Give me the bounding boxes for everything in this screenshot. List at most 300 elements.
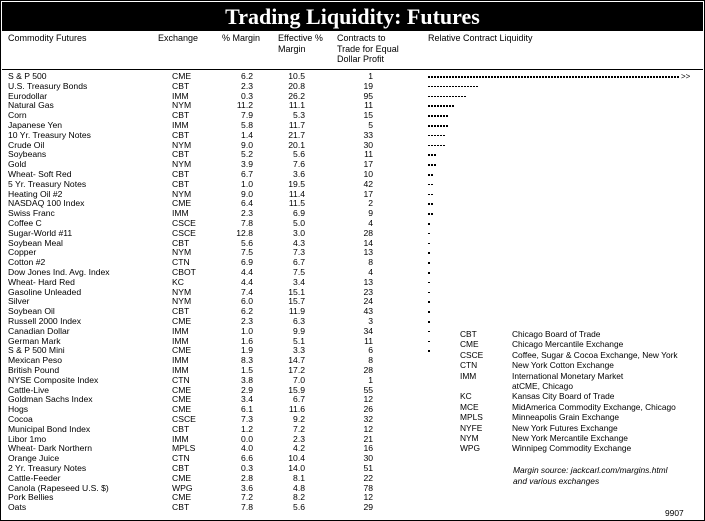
- margin-value: 0.0: [241, 433, 253, 444]
- liquidity-dot: [431, 86, 433, 88]
- margin-value: 6.4: [241, 198, 253, 209]
- contracts-value: 78: [363, 482, 373, 493]
- margin-value: 1.4: [241, 129, 253, 140]
- margin-value: 2.8: [241, 472, 253, 483]
- margin-value: 4.0: [241, 443, 253, 454]
- effective-margin-value: 7.6: [293, 159, 305, 170]
- contracts-value: 55: [363, 384, 373, 395]
- liquidity-dot: [431, 213, 433, 215]
- contracts-value: 13: [363, 247, 373, 258]
- chart-code: 9907: [665, 508, 684, 518]
- commodity-name: NYSE Composite Index: [8, 374, 99, 385]
- liquidity-dot: [467, 86, 469, 88]
- margin-value: 5.6: [241, 237, 253, 248]
- exchange-code: CME: [172, 394, 192, 405]
- margin-value: 7.3: [241, 414, 253, 424]
- contracts-value: 8: [368, 257, 373, 268]
- liquidity-dot: [638, 76, 640, 78]
- liquidity-dot: [437, 96, 439, 98]
- commodity-name: Corn: [8, 110, 27, 121]
- liquidity-dot: [572, 76, 574, 78]
- exchange-code: CBT: [172, 237, 190, 248]
- contracts-value: 28: [363, 227, 373, 238]
- table-row: [1, 150, 705, 160]
- margin-value: 9.0: [241, 139, 253, 150]
- contracts-value: 42: [363, 178, 373, 189]
- liquidity-dot: [623, 76, 625, 78]
- header-margin: % Margin: [222, 33, 261, 43]
- table-row: [1, 121, 705, 131]
- effective-margin-value: 15.1: [288, 286, 305, 297]
- commodity-name: Soybean Meal: [8, 237, 63, 248]
- table-row: [1, 493, 705, 503]
- table-row: [1, 72, 705, 82]
- commodity-name: Oats: [8, 502, 27, 513]
- legend-description: New York Cotton Exchange: [512, 360, 614, 371]
- commodity-name: British Pound: [8, 365, 60, 375]
- liquidity-dot: [527, 76, 529, 78]
- header-contracts-line-2: Trade for Equal: [337, 43, 399, 54]
- exchange-code: NYM: [172, 286, 192, 297]
- liquidity-dot: [443, 135, 445, 137]
- contracts-value: 9: [368, 208, 373, 219]
- legend-description: New York Mercantile Exchange: [512, 433, 628, 443]
- liquidity-dot: [440, 76, 442, 78]
- exchange-code: IMM: [172, 433, 189, 444]
- liquidity-dot: [428, 125, 430, 127]
- liquidity-dot: [545, 76, 547, 78]
- legend-description: International Monetary Market: [512, 370, 624, 381]
- header-divider: [2, 69, 703, 70]
- liquidity-dot: [521, 76, 523, 78]
- liquidity-dot: [611, 76, 613, 78]
- liquidity-dot: [671, 76, 673, 78]
- exchange-code: CME: [172, 384, 192, 395]
- liquidity-dot: [428, 115, 430, 117]
- margin-value: 6.0: [241, 296, 253, 307]
- exchange-code: NYM: [172, 188, 192, 199]
- liquidity-dot: [434, 164, 436, 166]
- commodity-name: Wheat- Soft Red: [8, 169, 72, 179]
- liquidity-dot: [431, 145, 433, 147]
- liquidity-dot: [431, 203, 433, 205]
- commodity-name: Cattle-Live: [8, 384, 50, 395]
- table-row: [1, 101, 705, 111]
- effective-margin-value: 5.0: [293, 218, 305, 228]
- liquidity-dot: [458, 86, 460, 88]
- liquidity-dot: [446, 115, 448, 117]
- margin-value: 1.6: [241, 335, 253, 346]
- commodity-name: S & P 500 Mini: [8, 345, 65, 356]
- exchange-code: MPLS: [172, 443, 196, 454]
- exchange-code: CME: [172, 404, 192, 415]
- exchange-code: NYM: [172, 296, 192, 307]
- liquidity-dot: [434, 154, 436, 156]
- commodity-name: Crude Oil: [8, 139, 45, 150]
- liquidity-dot: [428, 292, 430, 294]
- effective-margin-value: 3.6: [293, 169, 305, 179]
- liquidity-dot: [566, 76, 568, 78]
- commodity-name: 2 Yr. Treasury Notes: [8, 463, 87, 473]
- contracts-value: 23: [363, 286, 373, 297]
- exchange-code: WPG: [172, 482, 193, 493]
- margin-value: 3.6: [241, 482, 253, 493]
- overflow-arrow: >>: [681, 72, 691, 81]
- liquidity-dot: [509, 76, 511, 78]
- liquidity-dot: [452, 96, 454, 98]
- liquidity-dot: [677, 76, 679, 78]
- contracts-value: 11: [364, 335, 373, 346]
- exchange-code: IMM: [172, 325, 189, 336]
- exchange-code: CBT: [172, 502, 190, 513]
- liquidity-dot: [530, 76, 532, 78]
- effective-margin-value: 20.8: [288, 80, 305, 91]
- liquidity-dot: [434, 86, 436, 88]
- contracts-value: 30: [363, 453, 373, 464]
- table-row: [1, 278, 705, 288]
- margin-value: 3.4: [241, 394, 253, 405]
- margin-value: 9.0: [241, 188, 253, 199]
- exchange-code: CME: [172, 492, 192, 503]
- commodity-name: Silver: [8, 296, 30, 307]
- commodity-name: 5 Yr. Treasury Notes: [8, 178, 87, 189]
- exchange-code: CME: [172, 71, 192, 81]
- liquidity-dot: [431, 76, 433, 78]
- liquidity-dot: [428, 341, 430, 343]
- margin-value: 11.2: [236, 100, 253, 111]
- exchange-code: CBT: [172, 169, 190, 179]
- effective-margin-value: 11.6: [288, 404, 305, 415]
- exchange-code: CBT: [172, 129, 190, 140]
- legend-code: MCE: [460, 401, 479, 412]
- liquidity-dot: [437, 86, 439, 88]
- liquidity-dot: [431, 174, 433, 176]
- commodity-name: Cotton #2: [8, 257, 46, 268]
- liquidity-dot: [458, 96, 460, 98]
- liquidity-dot: [431, 96, 433, 98]
- table-row: [1, 268, 705, 278]
- exchange-code: IMM: [172, 90, 189, 101]
- contracts-value: 10: [363, 169, 373, 179]
- table-row: [1, 170, 705, 180]
- effective-margin-value: 11.9: [288, 306, 305, 317]
- exchange-code: CTN: [172, 257, 190, 268]
- exchange-code: CME: [172, 316, 192, 326]
- liquidity-dot: [452, 76, 454, 78]
- liquidity-dot: [554, 76, 556, 78]
- margin-value: 0.3: [241, 90, 253, 101]
- liquidity-dot: [434, 76, 436, 78]
- exchange-code: NYM: [172, 139, 192, 150]
- margin-value: 7.4: [241, 286, 253, 297]
- header-effective: [278, 33, 323, 54]
- contracts-value: 6: [368, 345, 373, 356]
- liquidity-dot: [440, 105, 442, 107]
- margin-value: 1.9: [241, 345, 253, 356]
- contracts-value: 43: [363, 306, 373, 317]
- margin-value: 7.8: [241, 218, 253, 228]
- source-line-2: and various exchanges: [513, 475, 600, 486]
- exchange-code: CME: [172, 198, 192, 209]
- exchange-code: CBOT: [172, 267, 196, 277]
- effective-margin-value: 5.1: [293, 335, 305, 346]
- contracts-value: 4: [368, 267, 373, 277]
- liquidity-dot: [431, 154, 433, 156]
- contracts-value: 19: [363, 80, 373, 91]
- liquidity-dot: [497, 76, 499, 78]
- liquidity-dot: [437, 76, 439, 78]
- liquidity-dot: [428, 213, 430, 215]
- liquidity-dot: [428, 203, 430, 205]
- liquidity-dot: [428, 272, 430, 274]
- exchange-code: CBT: [172, 306, 190, 317]
- commodity-name: Swiss Franc: [8, 208, 55, 219]
- liquidity-dot: [449, 96, 451, 98]
- commodity-name: Coffee C: [8, 218, 42, 228]
- liquidity-dot: [476, 76, 478, 78]
- exchange-code: KC: [172, 276, 184, 287]
- liquidity-dot: [590, 76, 592, 78]
- commodity-name: 10 Yr. Treasury Notes: [8, 129, 91, 140]
- exchange-code: IMM: [172, 208, 189, 219]
- effective-margin-value: 15.7: [288, 296, 305, 307]
- table-row: [1, 131, 705, 141]
- legend-description: New York Futures Exchange: [512, 422, 618, 433]
- liquidity-dot: [428, 243, 430, 245]
- table-row: [1, 297, 705, 307]
- liquidity-dot: [473, 76, 475, 78]
- exchange-code: IMM: [172, 365, 189, 375]
- header-contracts: [337, 33, 399, 65]
- liquidity-dot: [470, 86, 472, 88]
- effective-margin-value: 11.4: [288, 188, 305, 199]
- liquidity-dot: [533, 76, 535, 78]
- table-row: [1, 190, 705, 200]
- commodity-name: Russell 2000 Index: [8, 316, 82, 326]
- margin-value: 2.3: [241, 316, 253, 326]
- contracts-value: 22: [363, 472, 373, 483]
- effective-margin-value: 9.9: [293, 325, 305, 336]
- liquidity-dot: [515, 76, 517, 78]
- contracts-value: 5: [368, 120, 373, 130]
- effective-margin-value: 10.4: [288, 453, 305, 464]
- effective-margin-value: 6.9: [293, 208, 305, 219]
- liquidity-dot: [428, 223, 430, 225]
- liquidity-dot: [443, 86, 445, 88]
- effective-margin-value: 4.2: [293, 443, 305, 454]
- liquidity-dot: [536, 76, 538, 78]
- margin-value: 1.0: [241, 178, 253, 189]
- exchange-code: CBT: [172, 110, 190, 121]
- table-row: [1, 160, 705, 170]
- effective-margin-value: 11.5: [288, 198, 305, 209]
- liquidity-dot: [431, 135, 433, 137]
- legend-description: Coffee, Sugar & Cocoa Exchange, New York: [512, 349, 678, 360]
- legend-code: CSCE: [460, 349, 484, 360]
- liquidity-dot: [428, 145, 430, 147]
- effective-margin-value: 14.0: [288, 463, 305, 473]
- header-contracts-line-3: Dollar Profit: [337, 54, 385, 64]
- liquidity-dot: [650, 76, 652, 78]
- margin-value: 0.3: [241, 463, 253, 473]
- table-row: [1, 92, 705, 102]
- liquidity-dot: [608, 76, 610, 78]
- liquidity-dot: [557, 76, 559, 78]
- liquidity-dot: [560, 76, 562, 78]
- effective-margin-value: 3.3: [293, 345, 305, 356]
- liquidity-dot: [449, 86, 451, 88]
- exchange-code: CSCE: [172, 227, 196, 238]
- liquidity-dot: [635, 76, 637, 78]
- exchange-code: CTN: [172, 453, 190, 464]
- liquidity-dot: [428, 233, 430, 235]
- liquidity-dot: [629, 76, 631, 78]
- liquidity-dot: [443, 76, 445, 78]
- liquidity-dot: [434, 115, 436, 117]
- liquidity-dot: [446, 105, 448, 107]
- table-row: [1, 199, 705, 209]
- exchange-code: CBT: [172, 149, 190, 160]
- liquidity-dot: [428, 174, 430, 176]
- contracts-value: 29: [363, 502, 373, 513]
- table-row: [1, 454, 705, 464]
- contracts-value: 17: [363, 159, 373, 170]
- liquidity-dot: [656, 76, 658, 78]
- commodity-name: Dow Jones Ind. Avg. Index: [8, 267, 110, 277]
- source-note: [513, 465, 693, 486]
- liquidity-dot: [437, 105, 439, 107]
- contracts-value: 34: [363, 325, 373, 336]
- contracts-value: 14: [363, 237, 373, 248]
- commodity-name: Heating Oil #2: [8, 188, 63, 199]
- table-row: [1, 317, 705, 327]
- legend-code: MPLS: [460, 412, 483, 423]
- margin-value: 8.3: [241, 355, 253, 366]
- liquidity-dot: [431, 194, 433, 196]
- header-exchange: Exchange: [158, 33, 199, 43]
- effective-margin-value: 8.1: [293, 472, 305, 483]
- margin-value: 6.6: [241, 453, 253, 464]
- table-row: [1, 288, 705, 298]
- header-liquidity: Relative Contract Liquidity: [428, 33, 533, 43]
- margin-value: 4.4: [241, 276, 253, 287]
- liquidity-dot: [488, 76, 490, 78]
- margin-value: 7.8: [241, 502, 253, 513]
- liquidity-dot: [428, 311, 430, 313]
- liquidity-dot: [440, 115, 442, 117]
- liquidity-dot: [569, 76, 571, 78]
- liquidity-dot: [428, 135, 430, 137]
- contracts-value: 17: [363, 188, 373, 199]
- contracts-value: 26: [363, 404, 373, 415]
- effective-margin-value: 6.3: [293, 316, 305, 326]
- liquidity-dot: [542, 76, 544, 78]
- contracts-value: 24: [363, 296, 373, 307]
- margin-value: 2.3: [241, 80, 253, 91]
- commodity-name: Soybeans: [8, 149, 47, 160]
- liquidity-dot: [428, 252, 430, 254]
- liquidity-dot: [461, 76, 463, 78]
- table-row: [1, 503, 705, 513]
- liquidity-dot: [587, 76, 589, 78]
- effective-margin-value: 3.0: [293, 227, 305, 238]
- exchange-code: NYM: [172, 247, 192, 258]
- contracts-value: 12: [363, 492, 373, 503]
- exchange-code: CBT: [172, 423, 190, 434]
- liquidity-dot: [437, 145, 439, 147]
- contracts-value: 3: [368, 316, 373, 326]
- exchange-code: IMM: [172, 355, 189, 366]
- legend-code: KC: [460, 391, 472, 402]
- margin-value: 7.2: [241, 492, 253, 503]
- contracts-value: 1: [368, 71, 373, 81]
- liquidity-dot: [578, 76, 580, 78]
- liquidity-dot: [440, 86, 442, 88]
- effective-margin-value: 5.6: [293, 149, 305, 160]
- effective-margin-value: 21.7: [288, 129, 305, 140]
- liquidity-dot: [665, 76, 667, 78]
- liquidity-dot: [599, 76, 601, 78]
- liquidity-dot: [596, 76, 598, 78]
- commodity-name: Orange Juice: [8, 453, 60, 464]
- contracts-value: 21: [363, 433, 373, 444]
- effective-margin-value: 19.5: [288, 178, 305, 189]
- liquidity-dot: [428, 301, 430, 303]
- liquidity-dot: [440, 96, 442, 98]
- commodity-name: Municipal Bond Index: [8, 423, 91, 434]
- margin-value: 2.9: [241, 384, 253, 395]
- liquidity-dot: [428, 262, 430, 264]
- contracts-value: 1: [368, 374, 373, 385]
- commodity-name: Wheat- Dark Northern: [8, 443, 93, 454]
- margin-value: 6.1: [241, 404, 253, 415]
- liquidity-dot: [443, 96, 445, 98]
- liquidity-dot: [464, 86, 466, 88]
- liquidity-dot: [443, 125, 445, 127]
- exchange-code: CBT: [172, 80, 190, 91]
- liquidity-dot: [491, 76, 493, 78]
- liquidity-dot: [446, 125, 448, 127]
- liquidity-dot: [506, 76, 508, 78]
- commodity-name: Eurodollar: [8, 90, 48, 101]
- source-line-1: Margin source: jackcarl.com/margins.html: [513, 465, 668, 475]
- commodity-name: Canadian Dollar: [8, 325, 70, 336]
- commodity-name: Natural Gas: [8, 100, 54, 111]
- margin-value: 6.7: [241, 169, 253, 179]
- liquidity-dot: [428, 76, 430, 78]
- effective-margin-value: 9.2: [293, 414, 305, 424]
- legend-code: WPG: [460, 443, 481, 454]
- liquidity-dot: [443, 105, 445, 107]
- effective-margin-value: 11.1: [288, 100, 305, 111]
- liquidity-dot: [473, 86, 475, 88]
- liquidity-dot: [662, 76, 664, 78]
- commodity-name: NASDAQ 100 Index: [8, 198, 85, 209]
- effective-margin-value: 2.3: [293, 433, 305, 444]
- margin-value: 12.8: [236, 227, 253, 238]
- liquidity-dot: [470, 76, 472, 78]
- commodity-name: Libor 1mo: [8, 433, 47, 444]
- exchange-code: CSCE: [172, 218, 196, 228]
- exchange-code: NYM: [172, 159, 192, 170]
- margin-value: 2.3: [241, 208, 253, 219]
- liquidity-dot: [446, 96, 448, 98]
- contracts-value: 32: [363, 414, 373, 424]
- margin-value: 7.5: [241, 247, 253, 258]
- exchange-code: CME: [172, 472, 192, 483]
- liquidity-dot: [653, 76, 655, 78]
- margin-value: 6.2: [241, 71, 253, 81]
